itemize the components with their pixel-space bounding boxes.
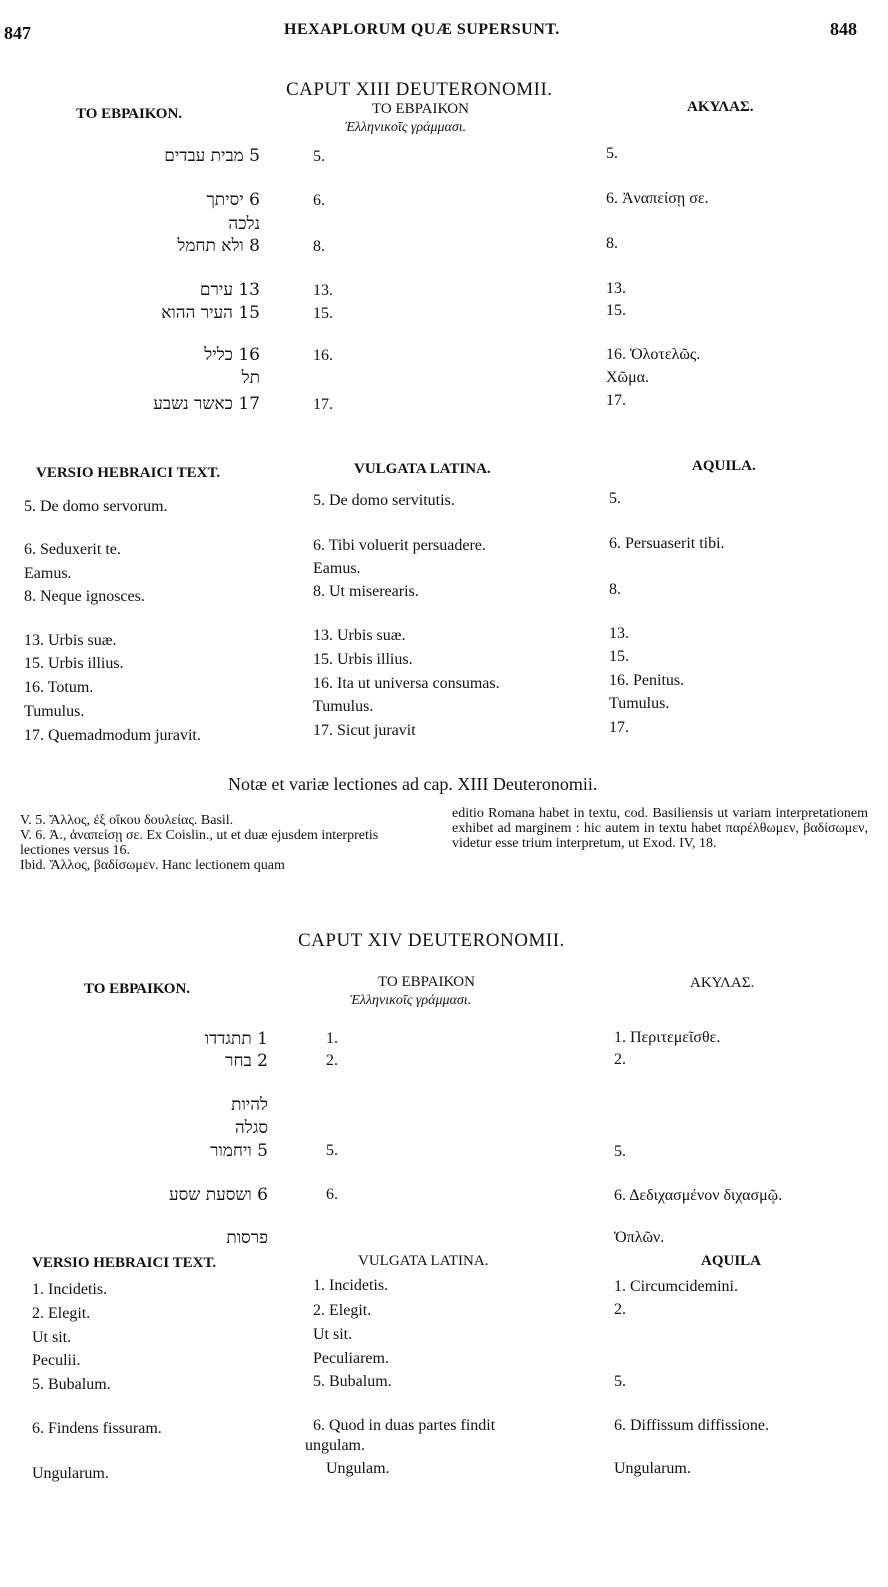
ch13-latin-right: 17. <box>609 719 629 736</box>
ch13-latin-right: Tumulus. <box>609 695 670 712</box>
ch14-col-head-hebrew: ΤΟ ΕΒΡΑΙΚΟΝ. <box>84 981 191 997</box>
ch14-latin-left: Ut sit. <box>32 1329 72 1346</box>
ch14-latin-right: 6. Diffissum diffissione. <box>614 1417 769 1434</box>
ch14-latin-mid: 1. Incidetis. <box>313 1277 389 1294</box>
ch13-row-mid: 6. <box>313 192 325 209</box>
ch13-latin-right: 5. <box>609 490 621 507</box>
ch13-latin-head-right: AQUILA. <box>692 458 756 474</box>
ch13-row-aquila: 6. Ἀναπείσῃ σε. <box>606 190 709 207</box>
ch13-row-mid: 8. <box>313 238 325 255</box>
ch13-row-mid: 15. <box>313 305 333 322</box>
ch13-notes-right: editio Romana habet in textu, cod. Basiliensis ut variam interpretationem exhibet ad marginem : hic autem in textu habet παρέλθωμεν, βαδίσωμεν, videtur esse trium interpretum, ut Exod. IV, 18. <box>452 806 868 851</box>
folio-right: 848 <box>830 19 857 39</box>
note-line: V. 5. Ἄλλος, ἐξ οἴκου δουλείας. Basil. <box>20 813 234 828</box>
ch13-row-heb: 6 יסיתך <box>206 190 260 210</box>
ch13-latin-mid: 13. Urbis suæ. <box>313 627 406 644</box>
ch13-row-heb: 5 מבית עבדים <box>164 146 260 166</box>
ch13-latin-left: 8. Neque ignosces. <box>24 588 145 605</box>
note-line: Ibid. Ἄλλος, βαδίσωμεν. Hanc lectionem quam <box>20 858 285 873</box>
ch13-notes-title: Notæ et variæ lectiones ad cap. XIII Deuteronomii. <box>228 774 598 794</box>
note-line: V. 6. Ἀ., ἀναπείσῃ σε. Ex Coislin., ut et duæ ejusdem interpretis lectiones versus 16. <box>20 828 379 858</box>
ch14-latin-left: Peculii. <box>32 1352 81 1369</box>
ch14-latin-mid: ungulam. <box>305 1437 365 1454</box>
ch13-row-mid: 17. <box>313 396 333 413</box>
ch13-latin-right: 13. <box>609 625 629 642</box>
ch14-row-aquila: 1. Περιτεμεῖσθε. <box>614 1029 721 1046</box>
ch13-row-aquila: 17. <box>606 392 626 409</box>
ch13-col-head-greek-letters-sub: Ἑλληνικοῖς γράμμασι. <box>345 120 467 135</box>
ch13-latin-mid: 5. De domo servitutis. <box>313 492 455 509</box>
ch14-latin-mid: 2. Elegit. <box>313 1302 372 1319</box>
ch14-row-mid: 1. <box>326 1030 338 1047</box>
ch14-row-heb: להיות <box>231 1095 268 1115</box>
ch13-row-heb: 15 העיר ההוא <box>161 303 260 323</box>
ch13-latin-mid: 15. Urbis illius. <box>313 651 413 668</box>
ch13-latin-left: 17. Quemadmodum juravit. <box>24 727 201 744</box>
ch14-latin-mid: 5. Bubalum. <box>313 1373 392 1390</box>
ch14-latin-mid: Ungulam. <box>326 1460 390 1477</box>
ch13-latin-head-mid: VULGATA LATINA. <box>354 461 491 477</box>
ch13-row-heb: 16 כליל <box>204 345 260 365</box>
ch14-latin-head-left: VERSIO HEBRAICI TEXT. <box>32 1255 217 1271</box>
ch13-row-aquila: Χῶμα. <box>606 369 650 386</box>
ch14-latin-left: 5. Bubalum. <box>32 1376 111 1393</box>
ch14-latin-left: 2. Elegit. <box>32 1305 91 1322</box>
ch13-latin-left: 15. Urbis illius. <box>24 655 124 672</box>
ch14-row-heb: 5 ויחמור <box>210 1141 268 1161</box>
ch13-row-heb: תל <box>241 368 260 388</box>
ch13-row-heb: נלכה <box>228 214 260 234</box>
ch14-latin-mid: Peculiarem. <box>313 1350 389 1367</box>
ch13-latin-mid: 6. Tibi voluerit persuadere. <box>313 537 486 554</box>
ch13-row-aquila: 5. <box>606 145 618 162</box>
ch13-latin-mid: Tumulus. <box>313 698 374 715</box>
ch14-latin-right: 5. <box>614 1373 626 1390</box>
ch13-col-head-greek-letters: ΤΟ ΕΒΡΑΙΚΟΝ <box>372 101 469 117</box>
ch14-latin-right: 2. <box>614 1301 626 1318</box>
ch13-col-head-aquila: ΑΚΥΛΑΣ. <box>687 99 754 115</box>
ch13-latin-mid: 17. Sicut juravit <box>313 722 416 739</box>
ch13-row-aquila: 15. <box>606 302 626 319</box>
ch13-latin-right: 16. Penitus. <box>609 672 685 689</box>
ch13-col-head-hebrew: ΤΟ ΕΒΡΑΙΚΟΝ. <box>76 106 183 122</box>
ch14-latin-left: 1. Incidetis. <box>32 1281 108 1298</box>
ch13-row-heb: 13 עירם <box>199 280 260 300</box>
ch13-latin-left: Tumulus. <box>24 703 85 720</box>
ch13-row-aquila: 13. <box>606 280 626 297</box>
ch13-latin-left: 16. Totum. <box>24 679 94 696</box>
ch13-latin-mid: 16. Ita ut universa consumas. <box>313 675 500 692</box>
ch14-latin-mid: Ut sit. <box>313 1326 353 1343</box>
ch13-row-aquila: 8. <box>606 235 618 252</box>
ch13-row-heb: 17 כאשר נשבע <box>153 394 260 414</box>
ch13-row-aquila: 16. Ὁλοτελῶς. <box>606 346 701 363</box>
ch14-col-head-aquila: ΑΚΥΛΑΣ. <box>690 975 755 991</box>
ch14-row-heb: פרסות <box>226 1228 268 1248</box>
ch14-row-heb: סגלה <box>234 1118 268 1138</box>
ch13-latin-right: 6. Persuaserit tibi. <box>609 535 725 552</box>
ch14-latin-mid: 6. Quod in duas partes findit <box>313 1417 496 1434</box>
ch13-latin-left: Eamus. <box>24 565 72 582</box>
ch14-row-heb: 2 בחר <box>225 1051 268 1071</box>
chapter-14-title: CAPUT XIV DEUTERONOMII. <box>298 930 565 951</box>
ch14-latin-head-mid: VULGATA LATINA. <box>358 1253 489 1269</box>
ch14-latin-head-right: AQUILA <box>701 1253 762 1269</box>
ch14-row-aquila: 2. <box>614 1051 626 1068</box>
ch14-latin-right: 1. Circumcidemini. <box>614 1278 738 1295</box>
ch13-latin-left: 6. Seduxerit te. <box>24 541 121 558</box>
ch13-row-heb: 8 ולא תחמל <box>177 236 260 256</box>
ch13-row-mid: 13. <box>313 282 333 299</box>
ch13-latin-mid: 8. Ut miserearis. <box>313 583 419 600</box>
ch14-row-mid: 6. <box>326 1186 338 1203</box>
ch13-latin-mid: Eamus. <box>313 560 361 577</box>
ch13-latin-head-left: VERSIO HEBRAICI TEXT. <box>36 465 221 481</box>
ch14-row-aquila: 5. <box>614 1143 626 1160</box>
ch14-latin-left: 6. Findens fissuram. <box>32 1420 162 1437</box>
ch14-row-aquila: 6. Δεδιχασμένον διχασμῷ. <box>614 1187 783 1204</box>
ch14-row-mid: 5. <box>326 1142 338 1159</box>
ch14-col-head-greek-letters-sub: Ἑλληνικοῖς γράμμασι. <box>350 993 472 1008</box>
running-head: HEXAPLORUM QUÆ SUPERSUNT. <box>284 21 560 38</box>
ch13-notes-left <box>20 813 430 873</box>
folio-left: 847 <box>4 23 31 43</box>
ch14-latin-left: Ungularum. <box>32 1465 109 1482</box>
ch14-row-mid: 2. <box>326 1052 338 1069</box>
ch14-latin-right: Ungularum. <box>614 1460 691 1477</box>
ch13-row-mid: 5. <box>313 148 325 165</box>
ch14-col-head-greek-letters: ΤΟ ΕΒΡΑΙΚΟΝ <box>378 974 475 990</box>
ch13-row-mid: 16. <box>313 347 333 364</box>
ch13-latin-left: 13. Urbis suæ. <box>24 632 117 649</box>
ch13-latin-left: 5. De domo servorum. <box>24 498 168 515</box>
ch14-row-aquila: Ὁπλῶν. <box>614 1229 665 1246</box>
ch14-row-heb: 1 תתגדדו <box>204 1029 268 1049</box>
ch14-row-heb: 6 ושסעת שסע <box>168 1185 268 1205</box>
ch13-latin-right: 8. <box>609 581 621 598</box>
chapter-13-title: CAPUT XIII DEUTERONOMII. <box>286 79 553 100</box>
ch13-latin-right: 15. <box>609 648 629 665</box>
